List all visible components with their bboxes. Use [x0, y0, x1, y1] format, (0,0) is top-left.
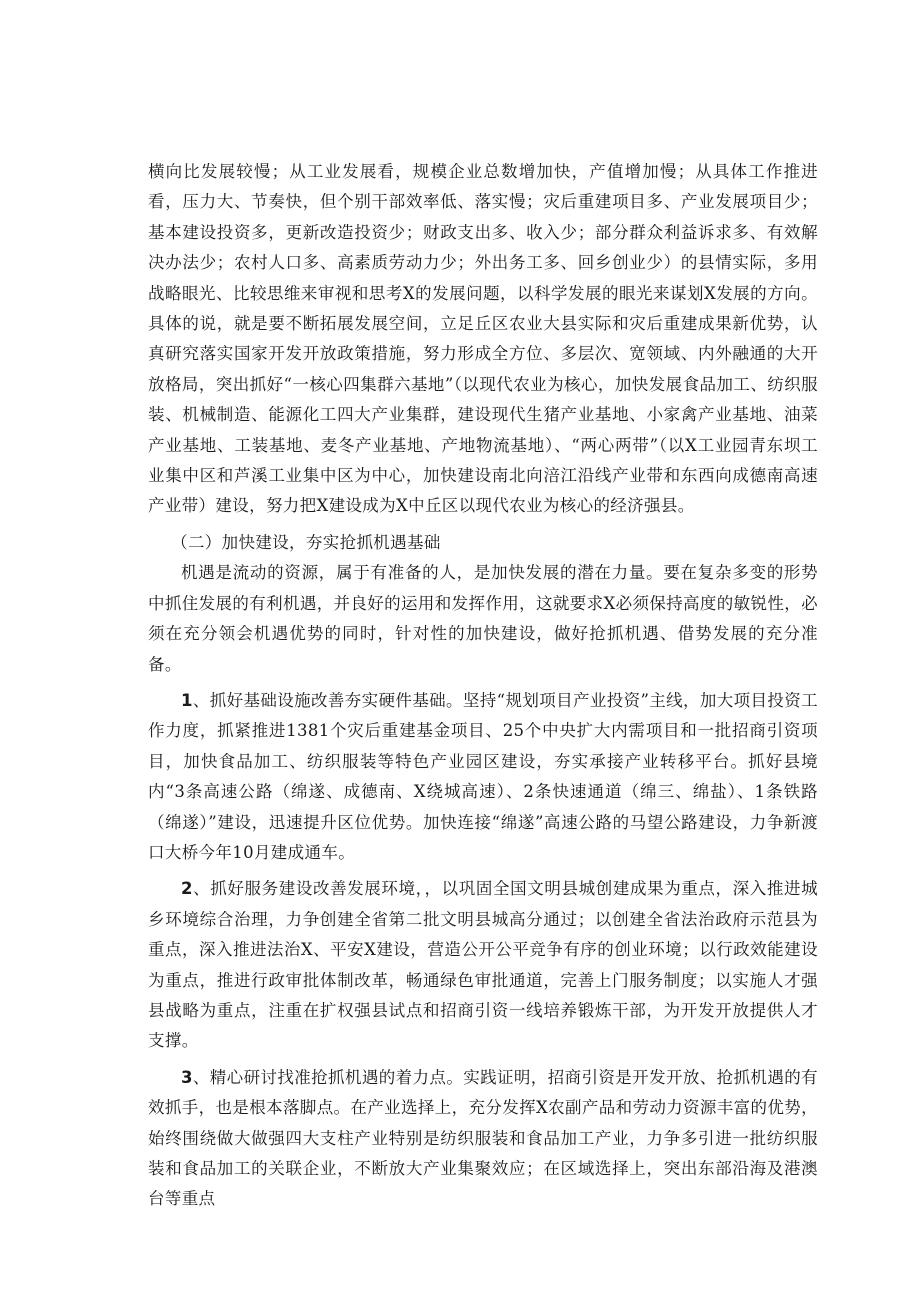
- paragraph-item-1: [148, 686, 818, 868]
- document-body: [148, 157, 818, 1215]
- item-number: 3: [181, 1067, 193, 1087]
- section-heading-2: （二）加快建设，夯实抢抓机遇基础: [171, 532, 441, 552]
- paragraph-opportunity: 机遇是流动的资源，属于有准备的人，是加快发展的潜在力量。要在复杂多变的形势中抓住发展的有利机遇，并良好的运用和发挥作用，这就要求X必须保持高度的敏锐性，必须在充分领会机遇优势的同时，针对性的加快建设，做好抢抓机遇、借势发展的充分准备。: [148, 563, 818, 674]
- item-text: 、抓好基础设施改善夯实硬件基础。坚持“规划项目产业投资”主线，加大项目投资工作力度，抓紧推进1381个灾后重建基金项目、25个中央扩大内需项目和一批招商引资项目，加快食品加工、纺织服装等特色产业园区建设，夯实承接产业转移平台。抓好县境内“3条高速公路（绵遂、成德南、X绕城高速）、2条快速通道（绵三、绵盐）、1条铁路（绵遂）”建设，迅速提升区位优势。加快连接“绵遂”高速公路的马望公路建设，力争新渡口大桥今年10月建成通车。: [148, 690, 818, 862]
- item-text: 、精心研讨找准抢抓机遇的着力点。实践证明，招商引资是开发开放、抢抓机遇的有效抓手，也是根本落脚点。在产业选择上，充分发挥X农副产品和劳动力资源丰富的优势，始终围绕做大做强四大支柱产业特别是纺织服装和食品加工产业，力争多引进一批纺织服装和食品加工的关联企业，不断放大产业集聚效应；在区域选择上，突出东部沿海及港澳台等重点: [148, 1067, 818, 1209]
- item-number: 1: [181, 690, 193, 710]
- item-text: 、抓好服务建设改善发展环境，，以巩固全国文明县城创建成果为重点，深入推进城乡环境综合治理，力争创建全省第二批文明县城高分通过；以创建全省法治政府示范县为重点，深入推进法治X、平安X建设，营造公开公平竞争有序的创业环境；以行政效能建设为重点，推进行政审批体制改革，畅通绿色审批通道，完善上门服务制度；以实施人才强县战略为重点，注重在扩权强县试点和招商引资一线培养锻炼干部，为开发开放提供人才支撑。: [148, 879, 818, 1051]
- paragraph-item-3: [148, 1063, 818, 1215]
- item-number: 2: [181, 879, 193, 899]
- paragraph-item-2: [148, 874, 818, 1056]
- paragraph-county-situation: 横向比发展较慢；从工业发展看，规模企业总数增加快，产值增加慢；从具体工作推进看，压力大、节奏快，但个别干部效率低、落实慢；灾后重建项目多、产业发展项目少；基本建设投资多，更新改造投资少；财政支出多、收入少；部分群众利益诉求多、有效解决办法少；农村人口多、高素质劳动力少；外出务工多、回乡创业少）的县情实际，多用战略眼光、比较思维来审视和思考X的发展问题，以科学发展的眼光来谋划X发展的方向。具体的说，就是要不断拓展发展空间，立足丘区农业大县实际和灾后重建成果新优势，认真研究落实国家开发开放政策措施，努力形成全方位、多层次、宽领域、内外融通的大开放格局，突出抓好“一核心四集群六基地”（以现代农业为核心，加快发展食品加工、纺织服装、机械制造、能源化工四大产业集群，建设现代生猪产业基地、小家禽产业基地、油菜产业基地、工装基地、麦冬产业基地、产地物流基地）、“两心两带”（以X工业园青东坝工业集中区和芦溪工业集中区为中心，加快建设南北向涪江沿线产业带和东西向成德南高速产业带）建设，努力把X建设成为X中丘区以现代农业为核心的经济强县。: [148, 162, 818, 516]
